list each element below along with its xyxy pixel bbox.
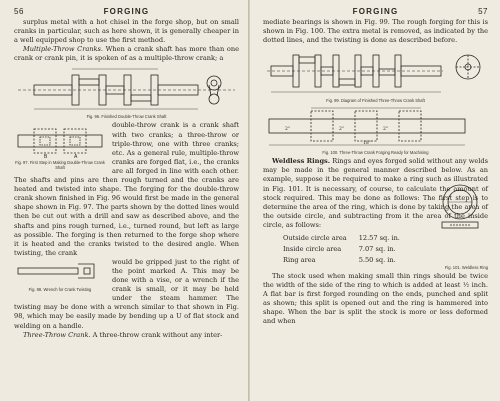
paragraph-body: Rings and eyes forged solid without any welds may be made in the general manner described below. As an example, suppose it be required to make a ring such as illustrated in Fig. 101. It is necessary, of course, to calculate the amount of stock required. This may be done as follows: The first step is to determine the area of the ring, which is done by taking the area of the outside circle, and subtracting from it the area of the inside circle, as follows: bbox=[263, 157, 488, 229]
paragraph: surplus metal with a hot chisel in the forge shop, but on small cranks in particular, such as here shown, it is generally cheaper in a well equipped shop to use the first method. bbox=[14, 18, 239, 45]
left-running-head bbox=[14, 6, 239, 18]
dimension-label: 2" bbox=[383, 127, 388, 133]
table-cell: 7.07 sq. in. bbox=[358, 245, 396, 254]
paragraph-body: A three-throw crank without any inter- bbox=[90, 330, 223, 339]
figure-caption: Fig. 101. Weldless Ring bbox=[444, 264, 488, 270]
figure-98-wrench bbox=[14, 260, 106, 286]
figure-label-a: A bbox=[74, 154, 78, 160]
figure-caption: Fig. 97. First Step in Making Double-Throw Crank Shaft bbox=[15, 160, 105, 171]
table-cell: 5.50 sq. in. bbox=[358, 256, 396, 265]
table-cell: Outside circle area bbox=[283, 234, 347, 243]
ring-area-table bbox=[281, 232, 412, 268]
figure-caption: Fig. 98. Wrench for Crank Twisting bbox=[28, 286, 92, 292]
table-cell: 12.57 sq. in. bbox=[358, 234, 400, 243]
table-cell: Ring area bbox=[283, 256, 316, 265]
figure-97-first-step bbox=[14, 123, 106, 159]
figure-96-double-throw-crank bbox=[14, 63, 239, 113]
table-row bbox=[283, 234, 410, 243]
paragraph-heading: Multiple-Throw Cranks. bbox=[23, 45, 103, 54]
paragraph: double-throw crank is a crank shaft with two cranks; a three-throw or triple-throw, one with three cranks; etc. As a general rule, multiple-throw cranks are forged flat, i.e., the cranks are all forged in line with each other. The shafts and pins are then rough turned and the cranks are heated and twisted into shape. The forging for the double-throw crank shown finished in Fig. 96 would first be made in the general shape shown in Fig. 97. The parts shown by the dotted lines would then be cut out with a drill and saw as described above, and the shafts and pins rough turned, i.e., turned round, but left as large as possible. The forging is then returned to the forge shop where it is heated and the cranks twisted to the desired angle. When twisting, the crank bbox=[14, 121, 239, 257]
paragraph bbox=[263, 157, 488, 230]
paragraph: mediate bearings is shown in Fig. 99. The rough forging for this is shown in Fig. 100. The extra metal is removed, as indicated by the dotted lines, and the twisting is done as described before. bbox=[263, 18, 488, 45]
dimension-label: 2" bbox=[339, 127, 344, 133]
paragraph bbox=[14, 45, 239, 63]
dimension-label: 2" bbox=[285, 127, 290, 133]
running-head-title: FORGING bbox=[352, 7, 399, 16]
paragraph-heading: Weldless Rings. bbox=[272, 157, 331, 166]
page-number: 56 bbox=[14, 7, 24, 16]
page-number: 57 bbox=[478, 7, 488, 16]
figure-caption: Fig. 100. Three-Throw Crank Forging Ready for Machining bbox=[322, 150, 429, 156]
paragraph bbox=[14, 331, 239, 340]
dimension-label: 18" bbox=[363, 141, 371, 147]
paragraph: The stock used when making small thin rings should be twice the width of the side of the ring to which is added at least ½ inch. A flat bar is first forged rounding on the ends, punched and split as shown; this split is opened out and the ring is hammered into shape. When the bar is split the stock is more or less deformed and when bbox=[263, 271, 488, 326]
figure-caption: Fig. 99. Diagram of Finished Three-Throw Crank Shaft bbox=[326, 98, 425, 104]
paragraph: would be gripped just to the right of the point marked A. This may be done with a vise, or a wrench if the crank is small, or it may be held under the steam hammer. The twisting may be done with a wrench similar to that shown in Fig. 98, which may be easily made by bending up a U of flat stock and welding on a handle. bbox=[14, 257, 239, 330]
figure-caption: Fig. 96. Finished Double-Throw Crank Shaft bbox=[86, 114, 167, 120]
right-running-head bbox=[263, 6, 488, 18]
right-page bbox=[250, 0, 500, 401]
paragraph-heading: Three-Throw Crank. bbox=[23, 330, 91, 339]
figure-98-container bbox=[14, 260, 106, 294]
figure-label-b: B bbox=[44, 154, 48, 160]
paragraph-body: When a crank shaft has more than one crank or crank pin, it is spoken of as a multiple-throw crank; a bbox=[14, 45, 239, 63]
running-head-title: FORGING bbox=[103, 7, 150, 16]
table-row bbox=[283, 245, 410, 254]
table-cell: Inside circle area bbox=[283, 245, 342, 254]
figure-97-container bbox=[14, 123, 106, 172]
figure-100-three-throw-forging bbox=[263, 105, 488, 149]
figure-99-three-throw-crank bbox=[263, 45, 488, 97]
